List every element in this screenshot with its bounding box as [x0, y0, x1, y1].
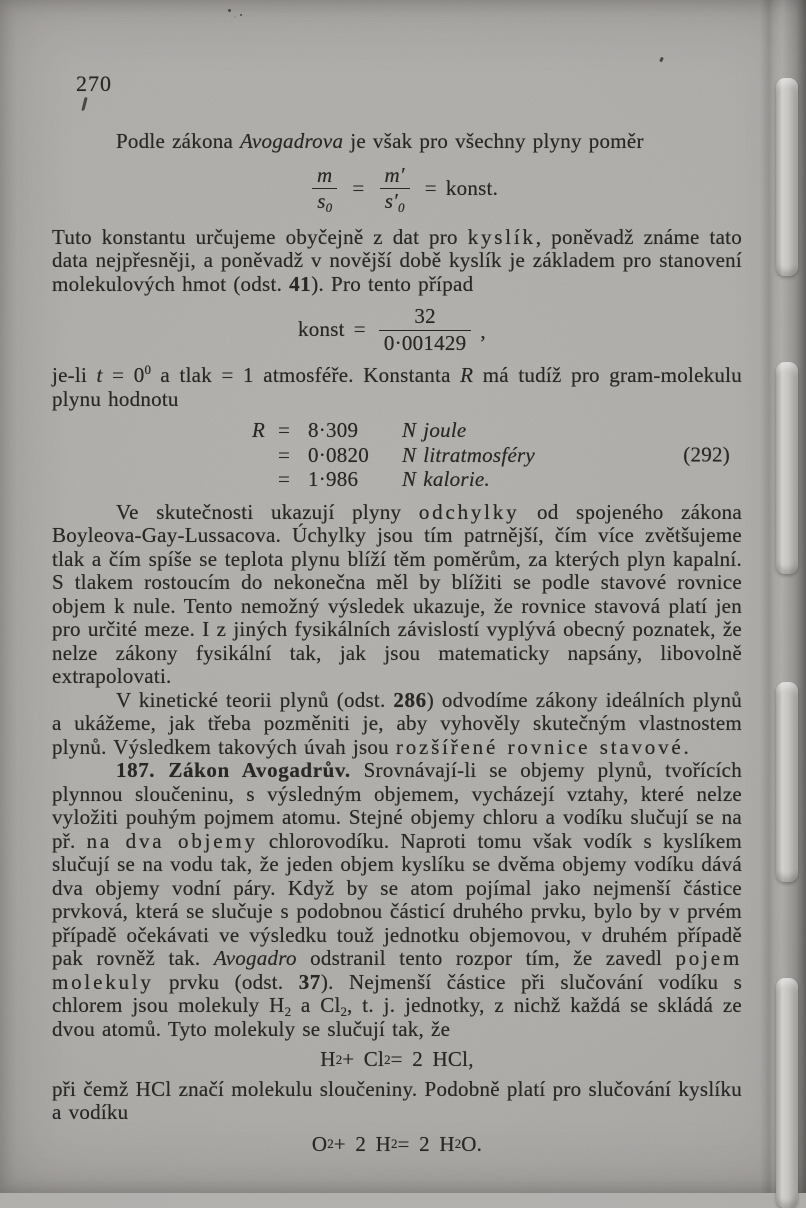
formula-avogadro-ratio [306, 164, 742, 214]
text-run: R [460, 363, 474, 387]
fraction-numerator: m [317, 162, 333, 187]
subscript: 0 [398, 200, 405, 215]
equation-row [252, 418, 742, 443]
equals-sign: = [424, 175, 437, 200]
text-run: , poněvadž známe tato data nejpřesněji, a poněvadž v novější době kyslík je základem pro stanovení molekulových hmot (odst. [52, 224, 743, 296]
formula-konst [298, 305, 742, 355]
pen-mark [81, 97, 87, 111]
text-run: má tudíž pro gram-molekulu plynu hodnotu [52, 363, 743, 411]
text-run: a Cl [291, 993, 341, 1017]
text-run: kyslík [467, 224, 536, 249]
text-run: Podle zákona [116, 129, 241, 153]
formula-r-values [252, 418, 742, 492]
formula-water: O 2 + 2 H 2 = 2 H 2 O. [311, 1131, 483, 1156]
paragraph-intro [52, 130, 742, 154]
fraction-denominator [380, 188, 410, 214]
text-run: Avogadrova [240, 129, 344, 153]
equation-number: (292) [683, 442, 730, 466]
text-run: 0 [144, 362, 151, 377]
text-run: Srovnávají-li se objemy plynů, tvořících plynnou sloučeninu, s výsledným objemem, vycházejí vztahy, které nelze vyložiti pouhým pojmem atomu. Stejné objemy chloru a vodíku slučují se na př. [52, 758, 743, 853]
text-run: O. [461, 1131, 483, 1156]
paragraph-pricemz [52, 1078, 742, 1125]
text-run: odchylky [418, 499, 520, 524]
spacer [252, 443, 278, 468]
binding-tape [776, 362, 798, 574]
unit: N joule [402, 418, 467, 442]
text-run: ) odvodíme zákony ideálních plynů a ukážeme, jak třeba pozměniti je, aby vyhověly skutečným vlastnostem plynů. Výsledkem takových úvah jsou [52, 687, 742, 759]
text-run: odstranil tento rozpor tím, že zavedl [296, 946, 676, 970]
text-run: 2 [284, 1004, 292, 1019]
text-run: chlorovodíku. Naproti tomu však vodík s kyslíkem slučují se na vodu tak, že jeden objem kyslíku se dvěma objemy vodíku dává dva objemy vodní páry. Když by se atom pojímal jako nejmenší částice prvková, která se slučuje s podobnou částicí druhého prvku, bylo by v prvém případě očekávati ve výsledku touž jednotku objemovou, v druhém případě pak rovněž tak. [52, 828, 743, 970]
equation-row [252, 443, 742, 468]
value: 0·0820 [308, 442, 369, 467]
paragraph-kineticka-teorie [52, 689, 742, 760]
text-run: + 2 H [333, 1131, 391, 1156]
text-run: rozšířené rovnice stavové [395, 734, 684, 759]
formula-hcl: H 2 + Cl 2 = 2 HCl, [320, 1047, 474, 1071]
text-run: H [320, 1047, 336, 1071]
text-run: Avogadro [213, 946, 297, 970]
text-run: ). Nejmenší částice při slučování vodíku s chlorem jsou molekuly H [52, 969, 743, 1017]
fraction [310, 164, 339, 214]
value: 8·309 [308, 418, 359, 442]
fraction-numerator: 32 [414, 304, 436, 328]
text-run: O [311, 1131, 328, 1156]
paragraph-konstanta [52, 226, 742, 297]
page-number: 270 [76, 71, 112, 96]
binding-edge [760, 0, 806, 1193]
text-run: při čemž HCl značí molekulu sloučeniny. Podobně platí pro slučování kyslíku a vodíku [52, 1076, 742, 1124]
value: 1·986 [308, 467, 359, 491]
symbol: s [317, 189, 326, 213]
text-run: . [683, 734, 689, 759]
text-run: od spojeného zákona Boyleova-Gay-Lussacova. Úchylky jsou tím patrnější, čím více zvětšujeme tlak a čím spíše se teplota plynu blíží těm poměrům, za kterých plyn kapalní. S tlakem rostoucím do nekonečna měl by blížiti se podle stavové rovnice objem k nule. Tento nemožný výsledek ukazuje, že rovnice stavová platí jen pro určité meze. I z jiných fysikálních závislostí vyplývá obecný poznatek, že nelze zákony fysikální tak, jak jsou matematicky napsány, libovolně extrapolovati. [52, 499, 742, 688]
text-run: a tlak = 1 atmosféře. Konstanta [150, 363, 461, 387]
equals-sign: = [278, 467, 291, 491]
text-run: je však pro všechny plyny poměr [343, 129, 644, 153]
subscript: 0 [325, 200, 333, 215]
text-run: pojem molekuly [52, 946, 742, 994]
equals-sign: = [353, 317, 366, 342]
text-run: t [96, 363, 103, 387]
text-run: , t. j. jednotky, z nichž každá se skládá ze dvou atomů. Tyto molekuly se slučují tak, že [52, 993, 742, 1041]
text-run: = 2 H [397, 1131, 455, 1156]
fraction-denominator [312, 188, 337, 214]
text-run: 41 [289, 271, 312, 296]
formula-lhs: konst [298, 317, 345, 342]
equals-sign: = [278, 442, 291, 467]
binding-tape [776, 682, 798, 882]
equals-sign: = [278, 418, 291, 442]
unit: N litratmosféry [402, 442, 536, 467]
text-block [52, 0, 742, 1156]
fraction-numerator: m′ [384, 162, 405, 187]
text-run: 37 [298, 969, 321, 994]
text-run: 187. Zákon Avogadrův. [116, 758, 351, 782]
paragraph-jeli [52, 364, 742, 411]
formula-result: konst. [445, 175, 499, 200]
comma: , [480, 318, 486, 343]
text-run: Tuto konstantu určujeme obyčejně z dat pro [52, 224, 468, 249]
paragraph-zakon-avogadruv [52, 759, 742, 1041]
spacer [252, 467, 278, 492]
text-run: prvku (odst. [153, 969, 299, 994]
fraction [379, 305, 472, 355]
binding-tape [776, 978, 798, 1208]
text-run: = 0 [102, 363, 145, 387]
text-run: = 2 HCl, [390, 1047, 474, 1071]
text-run: ). Pro tento případ [311, 271, 474, 296]
text-run: 2 [340, 1004, 348, 1019]
symbol: s′ [384, 189, 399, 213]
equals-sign: = [352, 175, 365, 200]
equation-row [252, 467, 742, 492]
unit: N kalorie. [402, 467, 490, 491]
paragraph-ve-skutecnosti [52, 501, 742, 689]
variable-R: R [252, 418, 266, 442]
text-run: V kinetické teorii plynů (odst. [116, 687, 394, 712]
fraction-denominator: 0·001429 [379, 330, 472, 356]
text-run: na dva objemy [86, 828, 258, 853]
text-run: + Cl [342, 1047, 385, 1071]
text-run: 286 [393, 687, 427, 712]
text-run: Ve skutečnosti ukazují plyny [116, 499, 419, 524]
binding-tape [776, 78, 798, 276]
fraction [378, 164, 412, 214]
text-run: je-li [52, 363, 97, 387]
